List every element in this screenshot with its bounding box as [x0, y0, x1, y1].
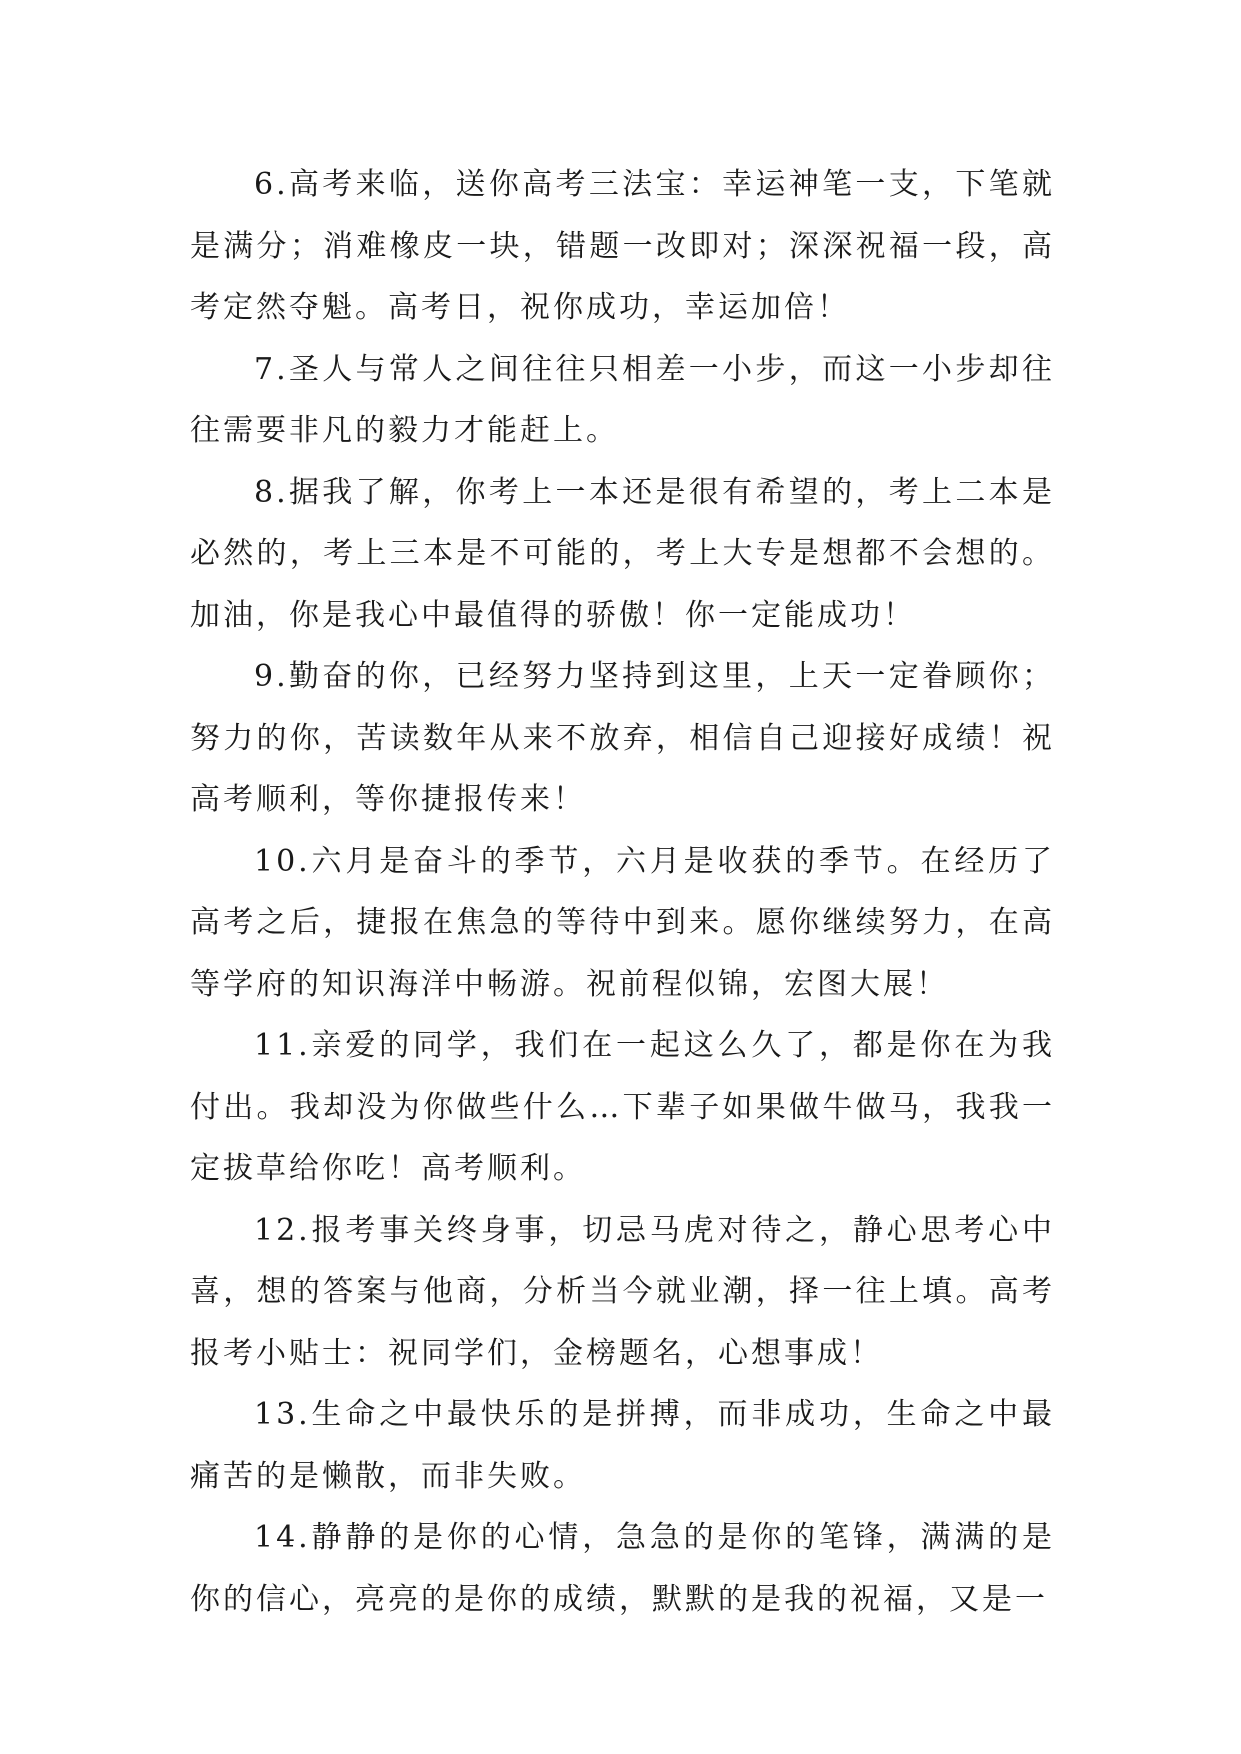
paragraph-9: 9.勤奋的你，已经努力坚持到这里，上天一定眷顾你；努力的你，苦读数年从来不放弃，相信自己迎接好成绩！祝高考顺利，等你捷报传来！ [190, 659, 1055, 817]
paragraph-14: 14.静静的是你的心情，急急的是你的笔锋，满满的是你的信心，亮亮的是你的成绩，默默的是我的祝福，又是一 [190, 1520, 1055, 1617]
paragraph-7: 7.圣人与常人之间往往只相差一小步，而这一小步却往往需要非凡的毅力才能赶上。 [190, 351, 1055, 448]
paragraph-10: 10.六月是奋斗的季节，六月是收获的季节。在经历了高考之后，捷报在焦急的等待中到来。愿你继续努力，在高等学府的知识海洋中畅游。祝前程似锦，宏图大展！ [190, 843, 1055, 1002]
paragraph-12: 12.报考事关终身事，切忌马虎对待之，静心思考心中喜，想的答案与他商，分析当今就业潮，择一往上填。高考报考小贴士：祝同学们，金榜题名，心想事成！ [190, 1212, 1055, 1371]
paragraph-6: 6.高考来临，送你高考三法宝：幸运神笔一支，下笔就是满分；消难橡皮一块，错题一改即对；深深祝福一段，高考定然夺魁。高考日，祝你成功，幸运加倍！ [190, 167, 1055, 325]
paragraph-13: 13.生命之中最快乐的是拼搏，而非成功，生命之中最痛苦的是懒散，而非失败。 [190, 1397, 1055, 1494]
paragraph-11: 11.亲爱的同学，我们在一起这么久了，都是你在为我付出。我却没为你做些什么…下辈子如果做牛做马，我我一定拔草给你吃！高考顺利。 [190, 1028, 1055, 1186]
paragraph-8: 8.据我了解，你考上一本还是很有希望的，考上二本是必然的，考上三本是不可能的，考上大专是想都不会想的。加油，你是我心中最值得的骄傲！你一定能成功！ [190, 474, 1055, 633]
document-page [190, 154, 1055, 1630]
